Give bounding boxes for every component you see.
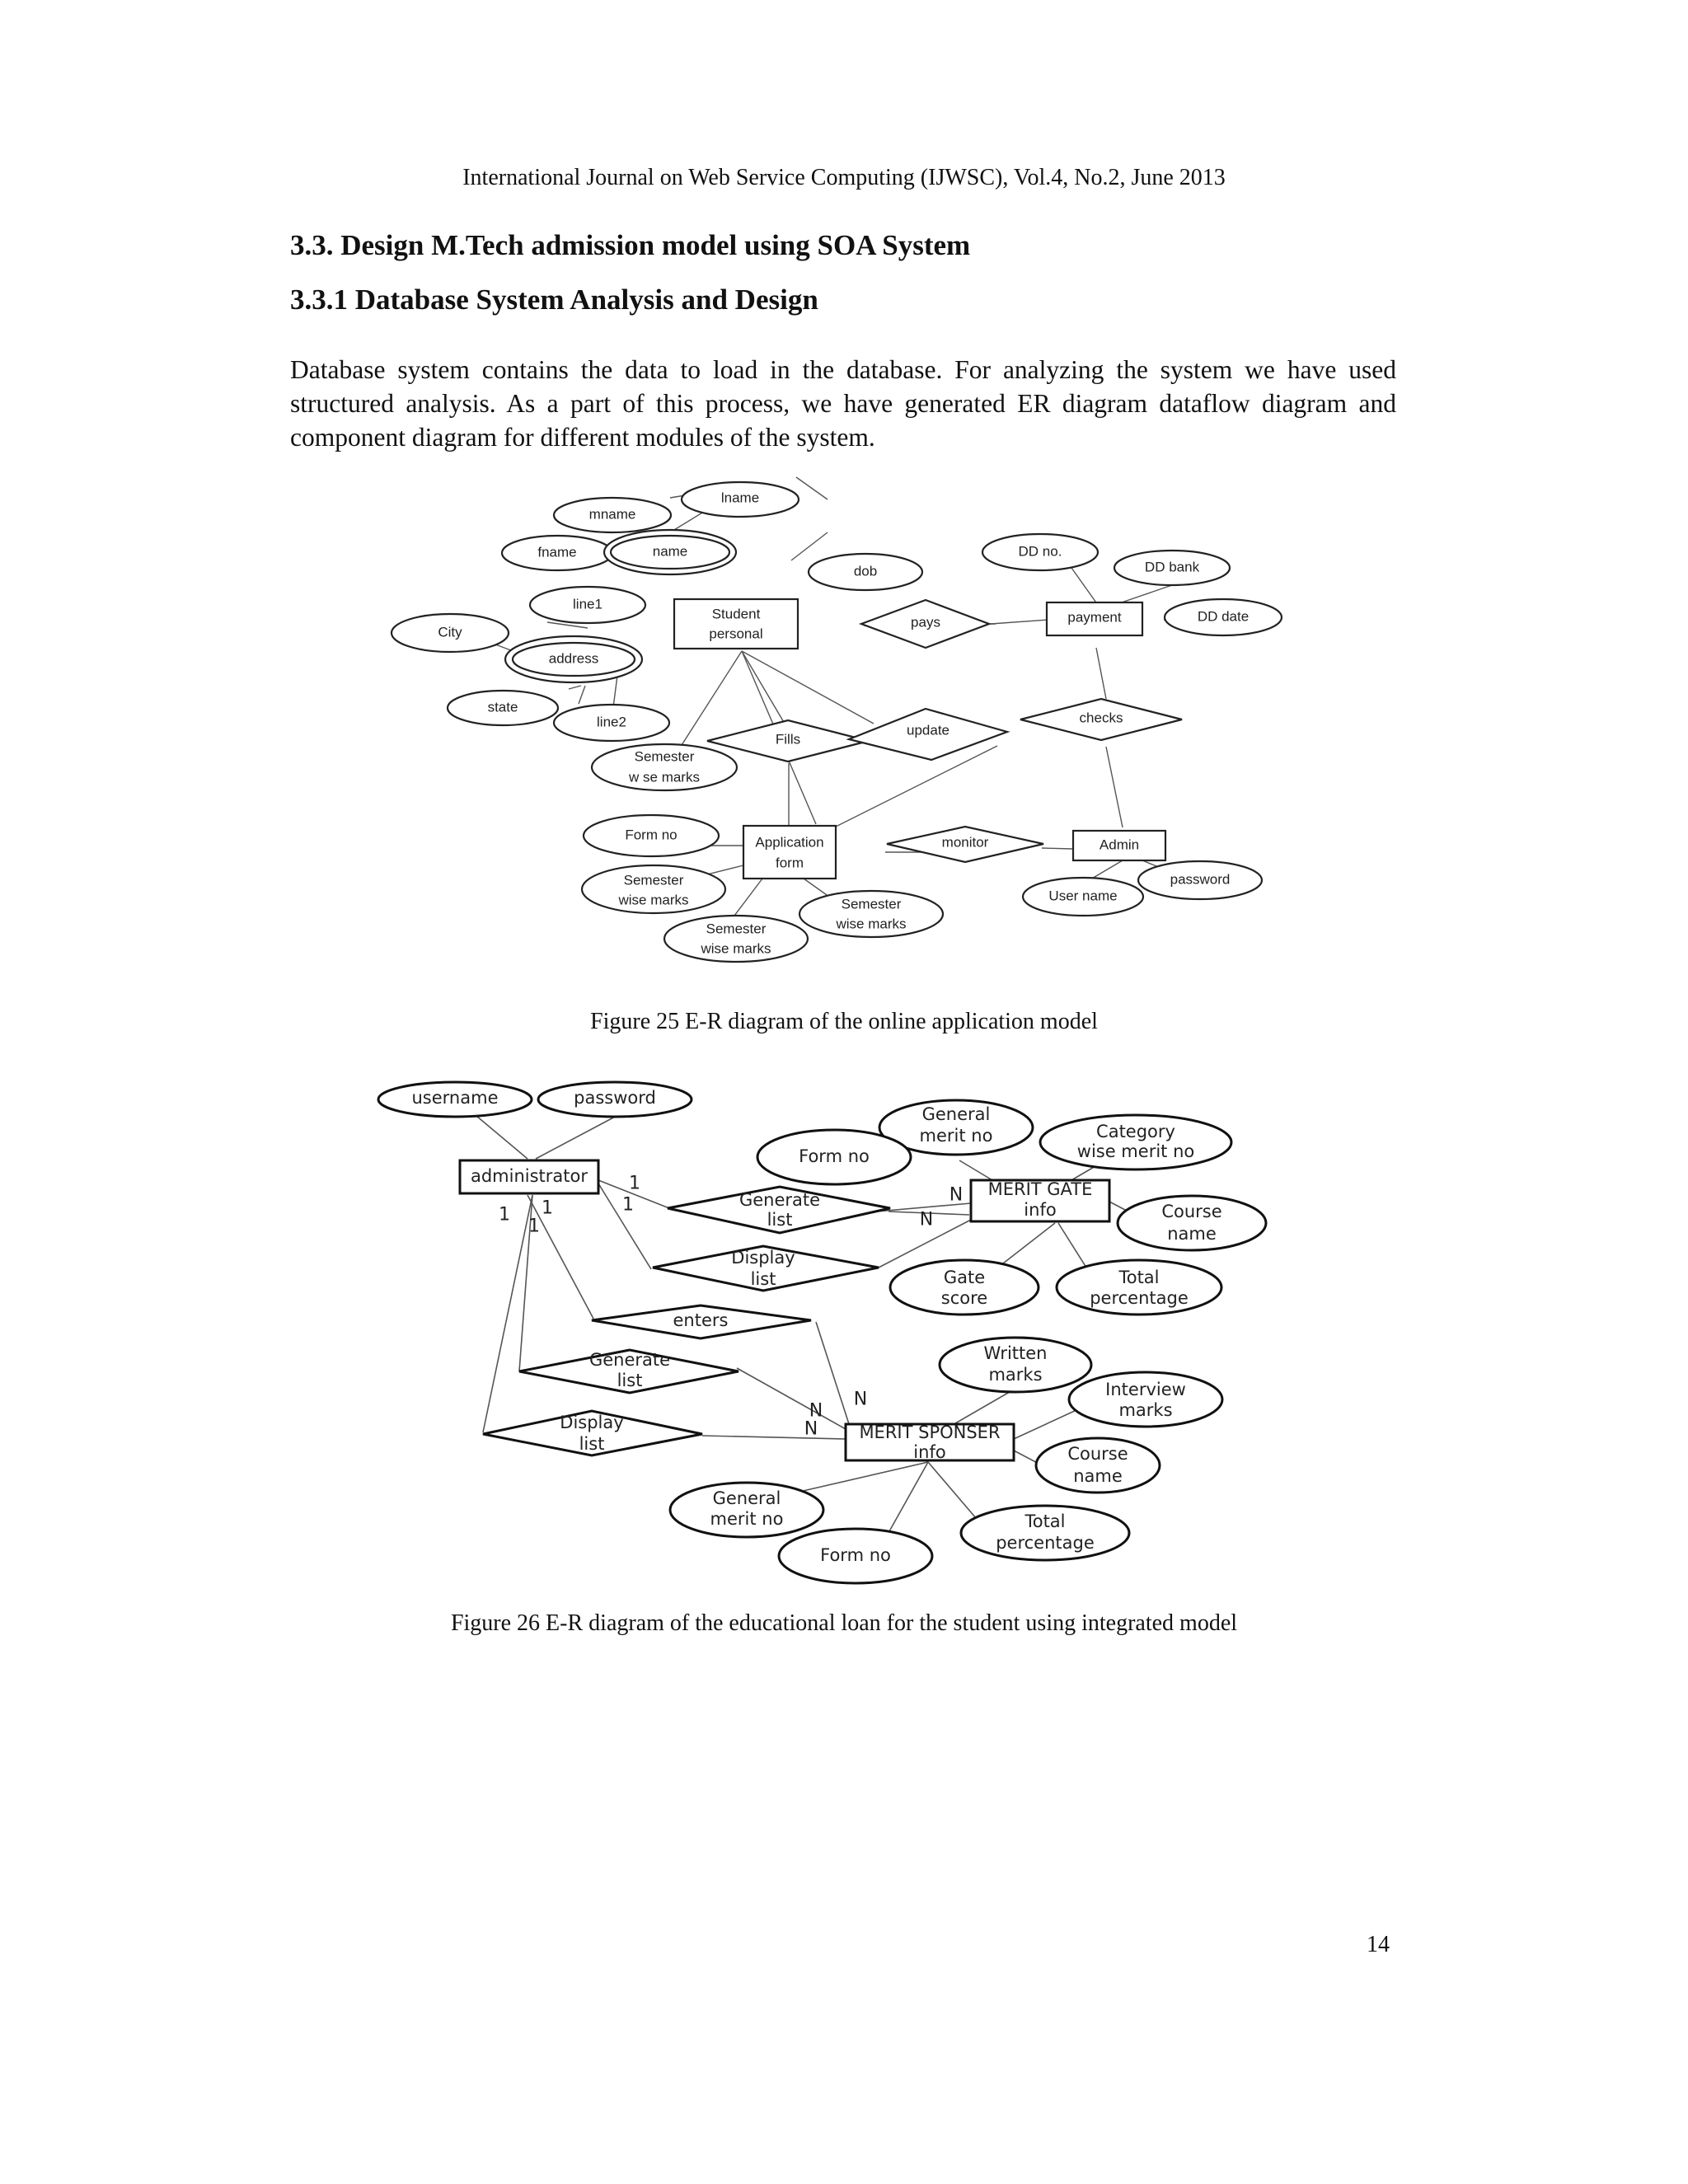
- attr-password: [538, 1082, 692, 1117]
- svg-text:wise marks: wise marks: [701, 940, 771, 957]
- svg-text:info: info: [913, 1442, 946, 1462]
- rel-generate-list-2: [519, 1350, 738, 1393]
- svg-text:N: N: [919, 1209, 934, 1230]
- svg-text:User name: User name: [1048, 888, 1118, 904]
- svg-text:N: N: [949, 1184, 964, 1206]
- svg-text:wise merit no: wise merit no: [1076, 1141, 1195, 1161]
- svg-text:Gate: Gate: [943, 1268, 986, 1287]
- rel-display-list-2: [483, 1411, 702, 1455]
- svg-text:1: 1: [622, 1194, 634, 1216]
- svg-text:Semester: Semester: [623, 872, 684, 888]
- svg-text:merit no: merit no: [919, 1126, 993, 1146]
- svg-text:name: name: [1167, 1224, 1217, 1244]
- rel-generate-list-1: [668, 1187, 890, 1233]
- svg-text:MERIT SPONSER: MERIT SPONSER: [859, 1422, 1001, 1442]
- svg-text:Interview: Interview: [1105, 1380, 1186, 1399]
- svg-text:percentage: percentage: [996, 1533, 1095, 1553]
- svg-text:N: N: [809, 1400, 823, 1422]
- svg-text:Generate: Generate: [588, 1350, 671, 1370]
- page-number: 14: [1367, 1932, 1390, 1957]
- svg-text:line1: line1: [573, 596, 603, 612]
- svg-text:Total: Total: [1118, 1268, 1160, 1287]
- svg-text:update: update: [907, 722, 950, 738]
- svg-text:username: username: [411, 1088, 499, 1108]
- svg-text:N: N: [804, 1418, 818, 1440]
- attr-form-no-2: [779, 1529, 932, 1583]
- svg-text:lname: lname: [720, 490, 760, 506]
- svg-text:payment: payment: [1067, 609, 1122, 626]
- svg-text:marks: marks: [1118, 1400, 1173, 1420]
- rel-display-list-1: [653, 1246, 879, 1291]
- attr-username: [378, 1082, 532, 1117]
- svg-text:Application: Application: [755, 834, 824, 851]
- svg-text:dob: dob: [853, 563, 878, 579]
- svg-text:Form no: Form no: [820, 1545, 891, 1565]
- svg-text:City: City: [438, 624, 462, 640]
- svg-text:score: score: [940, 1288, 988, 1308]
- svg-text:Display: Display: [731, 1248, 795, 1268]
- subsection-heading: 3.3.1 Database System Analysis and Design: [290, 284, 818, 316]
- svg-text:Semester: Semester: [706, 921, 767, 937]
- svg-text:name: name: [652, 543, 688, 560]
- svg-text:wise marks: wise marks: [618, 892, 689, 908]
- svg-text:state: state: [487, 699, 518, 715]
- figure-26-caption: Figure 26 E-R diagram of the educational loan for the student using integrated model: [450, 1610, 1238, 1636]
- svg-text:pays: pays: [911, 614, 940, 630]
- svg-text:info: info: [1024, 1200, 1057, 1220]
- svg-text:Fills: Fills: [775, 731, 801, 748]
- attr-gate-score: [890, 1260, 1039, 1315]
- svg-text:Form no: Form no: [799, 1146, 870, 1166]
- svg-text:list: list: [750, 1269, 776, 1289]
- svg-text:password: password: [1170, 871, 1231, 888]
- svg-text:Course: Course: [1161, 1202, 1222, 1221]
- attr-total-percentage: [1057, 1260, 1221, 1315]
- svg-text:Course: Course: [1067, 1444, 1128, 1464]
- svg-text:MERIT GATE: MERIT GATE: [987, 1179, 1093, 1199]
- body-paragraph: Database system contains the data to load in the database. For analyzing the system we have used structured analysis. As a part of this process, we have generated ER diagram dataflow diagram and component diagram for different modules of the system.: [290, 355, 1396, 452]
- rel-enters: [592, 1305, 811, 1338]
- svg-text:w se marks: w se marks: [629, 769, 700, 785]
- svg-text:1: 1: [528, 1216, 540, 1237]
- attr-form-no: [757, 1130, 911, 1184]
- attr-total-percentage-2: [961, 1506, 1129, 1560]
- svg-text:Admin: Admin: [1099, 837, 1140, 853]
- journal-header: International Journal on Web Service Computing (IJWSC), Vol.4, No.2, June 2013: [462, 165, 1226, 190]
- svg-text:password: password: [574, 1088, 656, 1108]
- svg-text:Category: Category: [1096, 1122, 1175, 1141]
- svg-text:Semester: Semester: [841, 896, 902, 912]
- svg-text:name: name: [1073, 1466, 1123, 1486]
- svg-text:Total: Total: [1025, 1511, 1066, 1531]
- svg-text:Student: Student: [711, 606, 761, 622]
- svg-text:Semester: Semester: [634, 748, 695, 765]
- svg-text:DD date: DD date: [1197, 608, 1250, 625]
- svg-text:1: 1: [499, 1204, 510, 1226]
- svg-text:General: General: [712, 1488, 781, 1508]
- svg-text:Display: Display: [560, 1413, 624, 1432]
- svg-text:administrator: administrator: [470, 1166, 588, 1186]
- svg-text:list: list: [767, 1210, 793, 1230]
- svg-text:form: form: [776, 855, 804, 871]
- svg-text:1: 1: [542, 1197, 553, 1219]
- svg-text:Generate: Generate: [738, 1190, 821, 1210]
- svg-text:merit no: merit no: [710, 1509, 784, 1529]
- section-heading: 3.3. Design M.Tech admission model using SOA System: [290, 229, 971, 261]
- attr-course-name-2: [1036, 1438, 1160, 1493]
- svg-text:fname: fname: [537, 544, 577, 560]
- attr-written-marks: [940, 1338, 1091, 1392]
- svg-text:DD bank: DD bank: [1144, 559, 1200, 575]
- svg-text:line2: line2: [597, 714, 626, 730]
- attr-general-merit-no-2: [670, 1483, 823, 1537]
- figure-25-caption: Figure 25 E-R diagram of the online application model: [590, 1009, 1098, 1034]
- svg-text:list: list: [617, 1371, 643, 1390]
- svg-text:General: General: [921, 1104, 991, 1124]
- svg-text:N: N: [853, 1389, 868, 1410]
- svg-text:list: list: [579, 1434, 605, 1454]
- entity-merit-gate-info: [971, 1179, 1109, 1221]
- svg-text:Written: Written: [983, 1343, 1048, 1363]
- svg-text:address: address: [548, 650, 599, 667]
- svg-text:checks: checks: [1079, 710, 1123, 726]
- svg-text:monitor: monitor: [941, 834, 989, 851]
- svg-text:enters: enters: [673, 1310, 729, 1330]
- svg-text:1: 1: [629, 1173, 640, 1194]
- svg-text:wise marks: wise marks: [836, 916, 907, 932]
- attr-category-wise-merit-no: [1040, 1115, 1231, 1169]
- entity-administrator: [460, 1160, 598, 1193]
- svg-text:personal: personal: [709, 626, 763, 642]
- svg-text:marks: marks: [988, 1365, 1043, 1385]
- svg-text:percentage: percentage: [1090, 1288, 1189, 1308]
- svg-text:Form no: Form no: [625, 827, 678, 843]
- entity-merit-sponser-info: [846, 1422, 1014, 1462]
- attr-interview-marks: [1069, 1372, 1222, 1427]
- attr-course-name: [1118, 1196, 1266, 1250]
- svg-text:DD no.: DD no.: [1018, 543, 1062, 560]
- svg-text:mname: mname: [588, 506, 636, 523]
